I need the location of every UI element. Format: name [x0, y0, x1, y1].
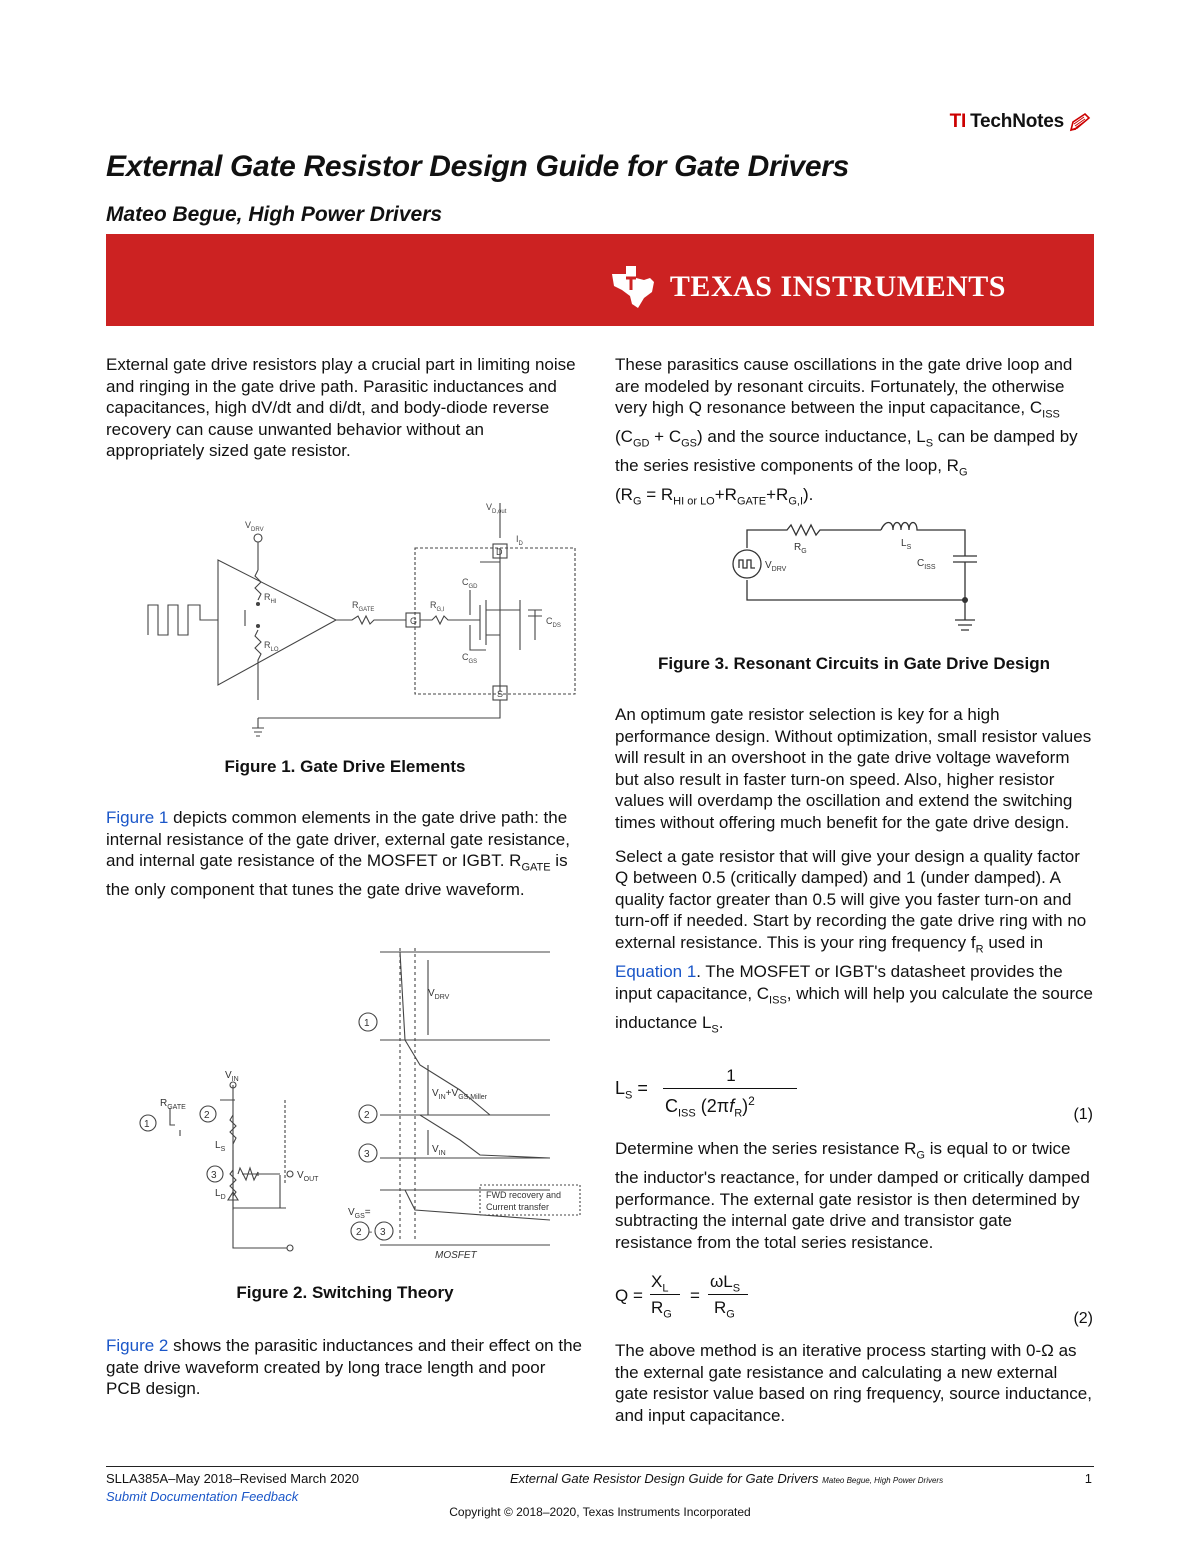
fig2-circle-1: 1 [144, 1119, 150, 1130]
fig2-fwd-line2: Current transfer [486, 1202, 550, 1212]
fig1-g: G [410, 616, 418, 626]
equation-1: $L_S$ = 1 $C_{ISS}$ $(2\pi f_R)^2$ (1) [615, 1066, 1093, 1123]
figure-3-caption: Figure 3. Resonant Circuits in Gate Drive Design [657, 654, 1051, 673]
left-intro [106, 354, 584, 474]
fig2-vgs: $V_{GS}=$ [348, 1207, 371, 1220]
eq2-fraction-bar-1 [650, 1294, 680, 1295]
left-para-3: Figure 2 shows the parasitic inductances and their effect on the gate drive waveform created by long trace length and poor PCB design. [106, 1336, 582, 1399]
figure-1-caption: Figure 1. Gate Drive Elements [224, 757, 466, 776]
fig2-ls: $L_S$ [215, 1140, 226, 1153]
eq2-fraction-bar-2 [708, 1294, 748, 1295]
fig1-cds: $C_{DS}$ [546, 616, 561, 629]
equation-1-link[interactable]: Equation 1 [615, 961, 697, 981]
fig2-vdrv: $V_{DRV}$ [428, 988, 450, 1001]
fig2-vgs-dash: - [369, 1227, 373, 1238]
eq1-fraction-bar [663, 1088, 797, 1089]
footer-doc-id: SLLA385A–May 2018–Revised March 2020 [106, 1471, 359, 1486]
fig2-vgs-3: 3 [380, 1227, 386, 1238]
submit-feedback-link[interactable]: Submit Documentation Feedback [106, 1489, 299, 1504]
ti-banner [106, 234, 1094, 326]
fig2-vout: $V_{OUT}$ [297, 1170, 319, 1183]
right-para-4: Determine when the series resistance $R_G$ is equal to or twice the inductor's reactance, for under damped or critically damped performance. The external gate resistor is then determined by subtracting the internal gate drive and transistor gate resistance from the total series resistance. [615, 1139, 1090, 1252]
copyright: Copyright © 2018–2020, Texas Instruments Incorporated [449, 1505, 751, 1519]
brand-technotes: TechNotes [970, 111, 1064, 132]
figure-1-link[interactable]: Figure 1 [106, 808, 169, 827]
figure-2-caption: Figure 2. Switching Theory [236, 1283, 454, 1302]
fig3-vdrv: $V_{DRV}$ [765, 560, 787, 573]
fig1-rgi: $R_{G,I}$ [430, 600, 445, 613]
intro-paragraph: External gate drive resistors play a crucial part in limiting noise and ringing in the gate drive path. Parasitic inductances and capacitances, high dV/dt and di/dt, and body-diode reverse recovery can cause unwanted behavior without an appropriately sized gate resistor. [106, 355, 576, 461]
fig2-timing-2: 2 [364, 1110, 370, 1121]
fig2-vin: $V_{IN}$ [225, 1070, 239, 1083]
fig1-cgd: $C_{GD}$ [462, 577, 478, 590]
right-para-1: These parasitics cause oscillations in the gate drive loop and are modeled by resonant circuits. Fortunately, the otherwise very high Q resonance between the input capacitance, $C_{ISS}$ $(C_{GD} + C_{GS})$ and the source inductance, $L_S$ can be damped by the series resistive components of the loop, $R_G$ $(R_G = R_{HI or LO}+R_{GATE}+R_{G,I})$. [615, 355, 1078, 508]
fig2-vgs-2: 2 [356, 1227, 362, 1238]
texas-state-icon [610, 264, 656, 310]
fig1-rhi: $R_{HI}$ [264, 592, 277, 605]
fig2-vmiller: $V_{IN}+V_{GS,Miller}$ [432, 1088, 487, 1101]
fig1-s: S [497, 689, 504, 699]
footer-title: External Gate Resistor Design Guide for Gate Drivers Mateo Begue, High Power Drivers [510, 1471, 944, 1486]
brand-ti: TI [949, 111, 967, 132]
fig3-rg: $R_G$ [794, 542, 807, 555]
ti-technotes-brand [950, 110, 1092, 134]
ti-logo [610, 264, 1006, 310]
right-para-2: An optimum gate resistor selection is key for a high performance design. Without optimization, small resistor values will result in an overshoot in the gate drive voltage waveform but also result in faster turn-on speed. Also, higher resistor values will overdamp the oscillation and extend the switching times without offering much benefit for the gate drive design. Select a gate resistor that will give your design a quality factor Q between 0.5 (critically damped) and 1 (under damped). A quality factor greater than 0.5 will give you faster turn-on and turn-off if needed. Start by recording the gate drive ring with no external resistance. This is your ring frequency $f_R$ used in Equation 1. The MOSFET or IGBT's datasheet provides the input capacitance, $C_{ISS}$, which will help you calculate the source inductance $L_S$. [615, 705, 1093, 1035]
fig1-rgate: $R_{GATE}$ [352, 600, 375, 613]
figure-2-switching-theory [130, 940, 590, 1265]
fig2-fwd-line1: FWD recovery and [486, 1190, 562, 1200]
equation-2: Q = $X_L$ $R_G$ = $\omega L_S$ $R_G$ (2) [615, 1272, 1093, 1327]
technotes-pen-icon [1068, 110, 1092, 134]
fig2-circle-3: 3 [211, 1170, 217, 1181]
fig2-rgate: $R_{GATE}$ [160, 1098, 186, 1111]
fig2-timing-1: 1 [364, 1018, 370, 1029]
fig1-rlo: $R_{LO}$ [264, 640, 279, 653]
fig2-timing-3: 3 [364, 1149, 370, 1160]
page-number: 1 [1084, 1471, 1092, 1486]
fig2-ld: $L_D$ [215, 1188, 226, 1201]
fig1-d: D [496, 547, 503, 557]
figure-1-gate-drive-elements [140, 500, 585, 745]
figure-2-link[interactable]: Figure 2 [106, 1336, 169, 1355]
fig3-ls: $L_S$ [901, 538, 912, 551]
document-title: External Gate Resistor Design Guide for Gate Drivers [106, 150, 849, 183]
fig1-vdout: $V_{D,out}$ [486, 502, 507, 515]
left-para-2: Figure 1 depicts common elements in the gate drive path: the internal resistance of the gate driver, external gate resistance, and internal gate resistance of the MOSFET or IGBT. $R_{GATE}$ is the only component that tunes the gate drive waveform. [106, 808, 570, 900]
equation-1-number: (1) [1073, 1106, 1093, 1123]
fig2-circle-2: 2 [204, 1110, 210, 1121]
figure-3-resonant-circuit [725, 516, 995, 644]
fig1-vdrv: $V_{DRV}$ [245, 520, 264, 533]
fig2-vin-2: $V_{IN}$ [432, 1144, 446, 1157]
fig2-mosfet: MOSFET [435, 1250, 477, 1261]
right-para-5: The above method is an iterative process starting with 0-Ω as the external gate resistance and calculating a new external gate resistor value based on ring frequency, source inductance, and input capacitance. [615, 1341, 1092, 1425]
author-line: Mateo Begue, High Power Drivers [106, 203, 443, 226]
footer-rule [106, 1466, 1094, 1467]
fig1-id: $I_D$ [516, 534, 523, 547]
equation-2-number: (2) [1073, 1310, 1093, 1327]
ti-wordmark: TEXAS INSTRUMENTS [669, 270, 1006, 303]
fig1-cgs: $C_{GS}$ [462, 652, 478, 665]
fig3-ciss: $C_{ISS}$ [917, 558, 936, 571]
